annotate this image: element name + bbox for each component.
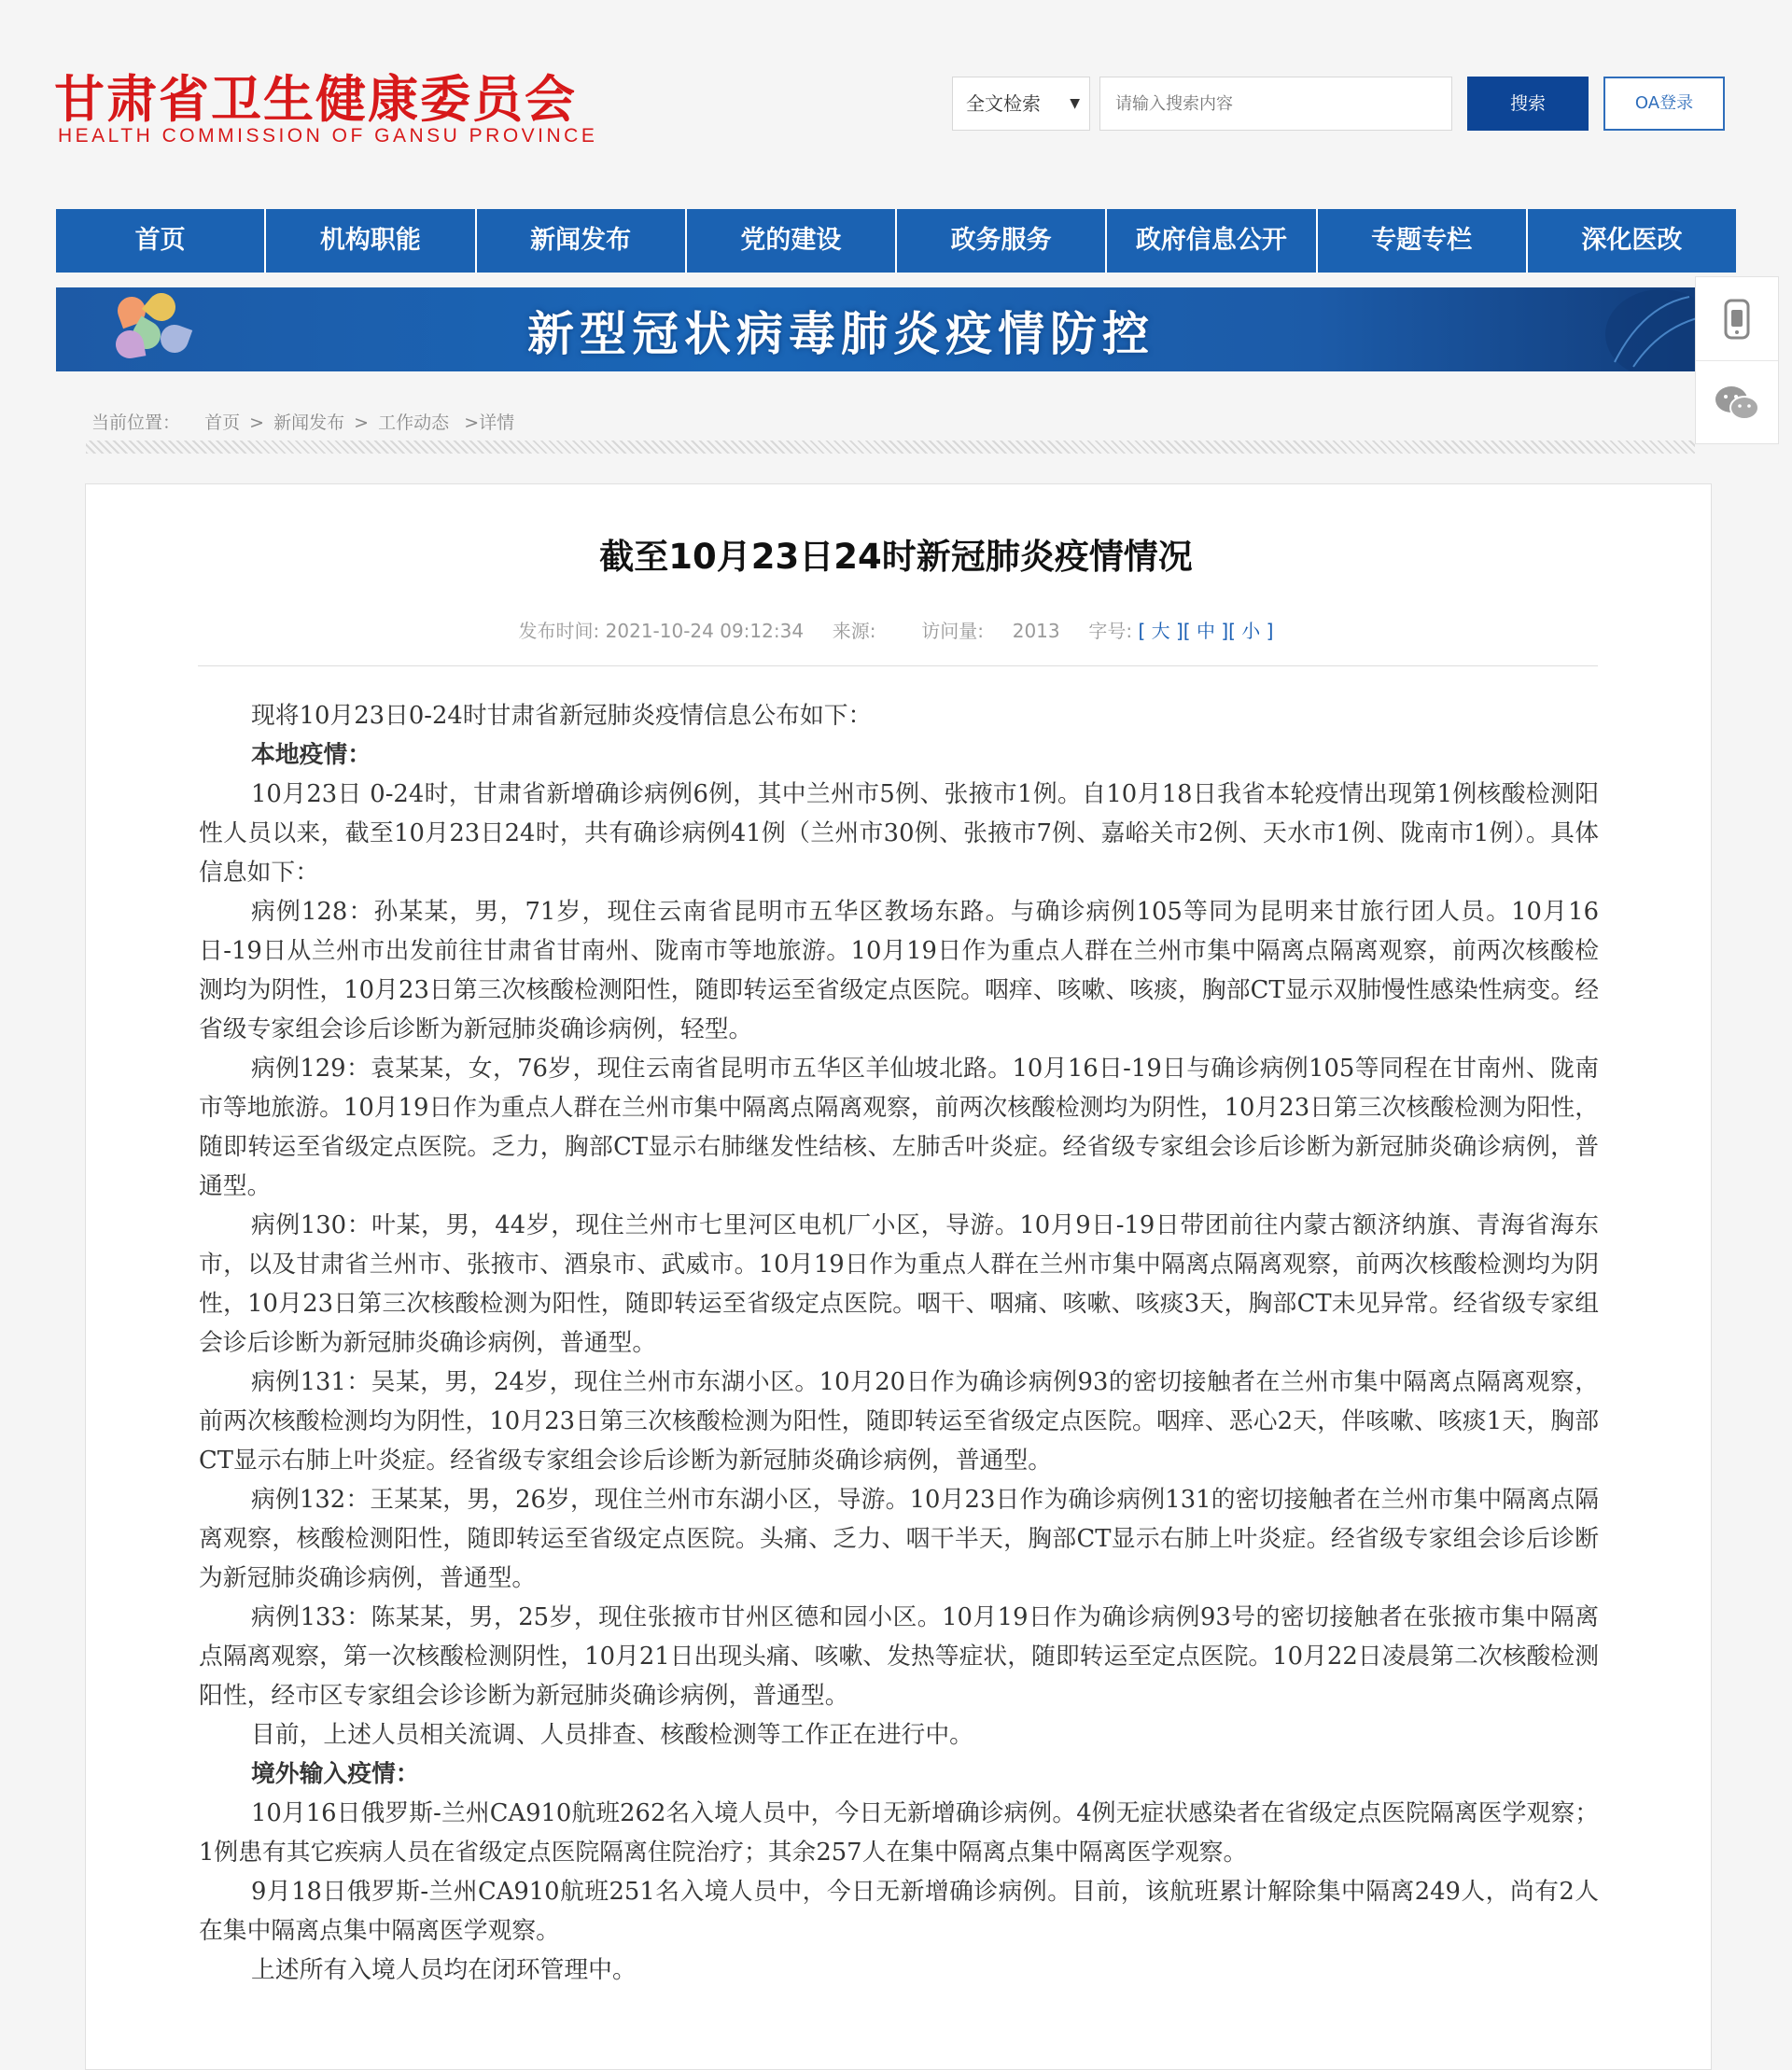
breadcrumb-work-news[interactable]: 工作动态	[378, 413, 450, 433]
breadcrumb-separator: >	[249, 413, 265, 433]
article-paragraph: 病例130：叶某，男，44岁，现住兰州市七里河区电机厂小区，导游。10月9日-19日带团前往内蒙古额济纳旗、青海省海东市，以及甘肃省兰州市、张掖市、酒泉市、武威市。10月19日作为重点人群在兰州市集中隔离点隔离观察，前两次核酸检测均为阴性，10月23日第三次核酸检测为阳性，随即转运至省级定点医院。咽干、咽痛、咳嗽、咳痰3天，胸部CT未见异常。经省级专家组会诊后诊断为新冠肺炎确诊病例，普通型。	[199, 1211, 1599, 1357]
font-size-label: 字号:	[1088, 620, 1133, 642]
breadcrumb	[91, 409, 518, 434]
article-paragraph: 9月18日俄罗斯-兰州CA910航班251名入境人员中，今日无新增确诊病例。目前，该航班累计解除集中隔离249人，尚有2人在集中隔离点集中隔离医学观察。	[199, 1878, 1599, 1945]
section-heading: 本地疫情：	[251, 741, 371, 769]
search-scope-select[interactable]	[952, 77, 1090, 131]
nav-item-services[interactable]: 政务服务	[897, 209, 1107, 273]
article-paragraph: 病例128：孙某某，男，71岁，现住云南省昆明市五华区教场东路。与确诊病例105等同为昆明来甘旅行团人员。10月16日-19日从兰州市出发前往甘肃省甘南州、陇南市等地旅游。10月19日作为重点人群在兰州市集中隔离点隔离观察，前两次核酸检测均为阴性，10月23日第三次核酸检测阳性，随即转运至省级定点医院。咽痒、咳嗽、咳痰，胸部CT显示双肺慢性感染性病变。经省级专家组会诊后诊断为新冠肺炎确诊病例，轻型。	[199, 898, 1599, 1043]
article-body	[199, 696, 1599, 1990]
mobile-icon[interactable]	[1696, 277, 1778, 361]
publish-time: 2021-10-24 09:12:34	[605, 620, 805, 642]
article-paragraph: 10月23日 0-24时，甘肃省新增确诊病例6例，其中兰州市5例、张掖市1例。自10月18日我省本轮疫情出现第1例核酸检测阳性人员以来，截至10月23日24时，共有确诊病例41例（兰州市30例、张掖市7例、嘉峪关市2例、天水市1例、陇南市1例）。具体信息如下：	[199, 780, 1599, 887]
article-paragraph: 10月16日俄罗斯-兰州CA910航班262名入境人员中，今日无新增确诊病例。4例无症状感染者在省级定点医院隔离医学观察；1例患有其它疾病人员在省级定点医院隔离住院治疗；其余257人在集中隔离点集中隔离医学观察。	[199, 1799, 1599, 1867]
publish-label: 发布时间:	[518, 620, 600, 642]
section-heading: 境外输入疫情：	[251, 1760, 420, 1788]
side-toolbar	[1695, 276, 1779, 444]
epidemic-banner[interactable]	[56, 287, 1736, 371]
decorative-stripe	[86, 441, 1695, 454]
nav-item-functions[interactable]: 机构职能	[266, 209, 476, 273]
nav-item-reform[interactable]: 深化医改	[1581, 226, 1683, 255]
nav-item-info-disclosure[interactable]: 政府信息公开	[1107, 209, 1317, 273]
search-input[interactable]	[1099, 77, 1452, 131]
banner-logo-icon	[114, 293, 198, 368]
site-logo-en: HEALTH COMMISSION OF GANSU PROVINCE	[58, 125, 598, 147]
article-paragraph: 现将10月23日0-24时甘肃省新冠肺炎疫情信息公布如下：	[251, 702, 873, 730]
wechat-icon[interactable]	[1696, 361, 1778, 444]
breadcrumb-label: 当前位置：	[91, 413, 181, 433]
search-button[interactable]: 搜索	[1467, 77, 1589, 131]
font-size-large-button[interactable]: 大	[1151, 620, 1170, 642]
source-label: 来源:	[832, 620, 876, 642]
article-title: 截至10月23日24时新冠肺炎疫情情况	[599, 537, 1193, 577]
banner-title: 新型冠状病毒肺炎疫情防控	[527, 307, 1155, 361]
oa-login-button[interactable]: OA登录	[1603, 77, 1725, 131]
breadcrumb-separator: >	[354, 413, 370, 433]
views-label: 访问量:	[921, 620, 984, 642]
search-scope-value: 全文检索	[966, 92, 1041, 115]
article-paragraph: 病例132：王某某，男，26岁，现住兰州市东湖小区，导游。10月23日作为确诊病例131的密切接触者在兰州市集中隔离点隔离观察，核酸检测阳性，随即转运至省级定点医院。头痛、乏力、咽干半天，胸部CT显示右肺上叶炎症。经省级专家组会诊后诊断为新冠肺炎确诊病例，普通型。	[199, 1486, 1599, 1592]
meta-divider	[198, 665, 1598, 666]
nav-item-party[interactable]: 党的建设	[687, 209, 897, 273]
site-header	[0, 0, 1792, 187]
article-paragraph: 目前，上述人员相关流调、人员排查、核酸检测等工作正在进行中。	[251, 1721, 973, 1749]
chevron-down-icon: ▼	[1070, 96, 1080, 111]
main-nav	[56, 209, 1736, 273]
nav-item-news[interactable]: 新闻发布	[477, 209, 687, 273]
nav-item-topics[interactable]: 专题专栏	[1318, 209, 1528, 273]
views-count: 2013	[1012, 620, 1060, 642]
article-meta: 发布时间: 2021-10-24 09:12:34 来源: 访问量: 2013 字号: [ 大 ][ 中 ][ 小 ]	[518, 620, 1274, 642]
article-paragraph: 病例133：陈某某，男，25岁，现住张掖市甘州区德和园小区。10月19日作为确诊病例93号的密切接触者在张掖市集中隔离点隔离观察，第一次核酸检测阴性，10月21日出现头痛、咳嗽、发热等症状，随即转运至定点医院。10月22日凌晨第二次核酸检测阳性，经市区专家组会诊诊断为新冠肺炎确诊病例，普通型。	[199, 1603, 1599, 1710]
petal-shape	[157, 321, 192, 357]
font-size-small-button[interactable]: 小	[1241, 620, 1261, 642]
article-paragraph: 病例131：吴某，男，24岁，现住兰州市东湖小区。10月20日作为确诊病例93的密切接触者在兰州市集中隔离点隔离观察，前两次核酸检测均为阴性，10月23日第三次核酸检测为阳性，随即转运至省级定点医院。咽痒、恶心2天，伴咳嗽、咳痰1天，胸部CT显示右肺上叶炎症。经省级专家组会诊后诊断为新冠肺炎确诊病例，普通型。	[199, 1368, 1599, 1475]
breadcrumb-news[interactable]: 新闻发布	[273, 413, 345, 433]
breadcrumb-detail: >详情	[464, 413, 515, 433]
nav-item-home[interactable]: 首页	[56, 209, 266, 273]
site-logo-cn[interactable]: 甘肃省卫生健康委员会	[54, 70, 577, 129]
article-paragraph: 上述所有入境人员均在闭环管理中。	[251, 1956, 637, 1984]
breadcrumb-home[interactable]: 首页	[204, 413, 241, 433]
font-size-medium-button[interactable]: 中	[1196, 620, 1215, 642]
article-paragraph: 病例129：袁某某，女，76岁，现住云南省昆明市五华区羊仙坡北路。10月16日-19日与确诊病例105等同程在甘南州、陇南市等地旅游。10月19日作为重点人群在兰州市集中隔离点隔离观察，前两次核酸检测均为阴性，10月23日第三次核酸检测为阳性，随即转运至省级定点医院。乏力，胸部CT显示右肺继发性结核、左肺舌叶炎症。经省级专家组会诊后诊断为新冠肺炎确诊病例，普通型。	[199, 1055, 1599, 1200]
